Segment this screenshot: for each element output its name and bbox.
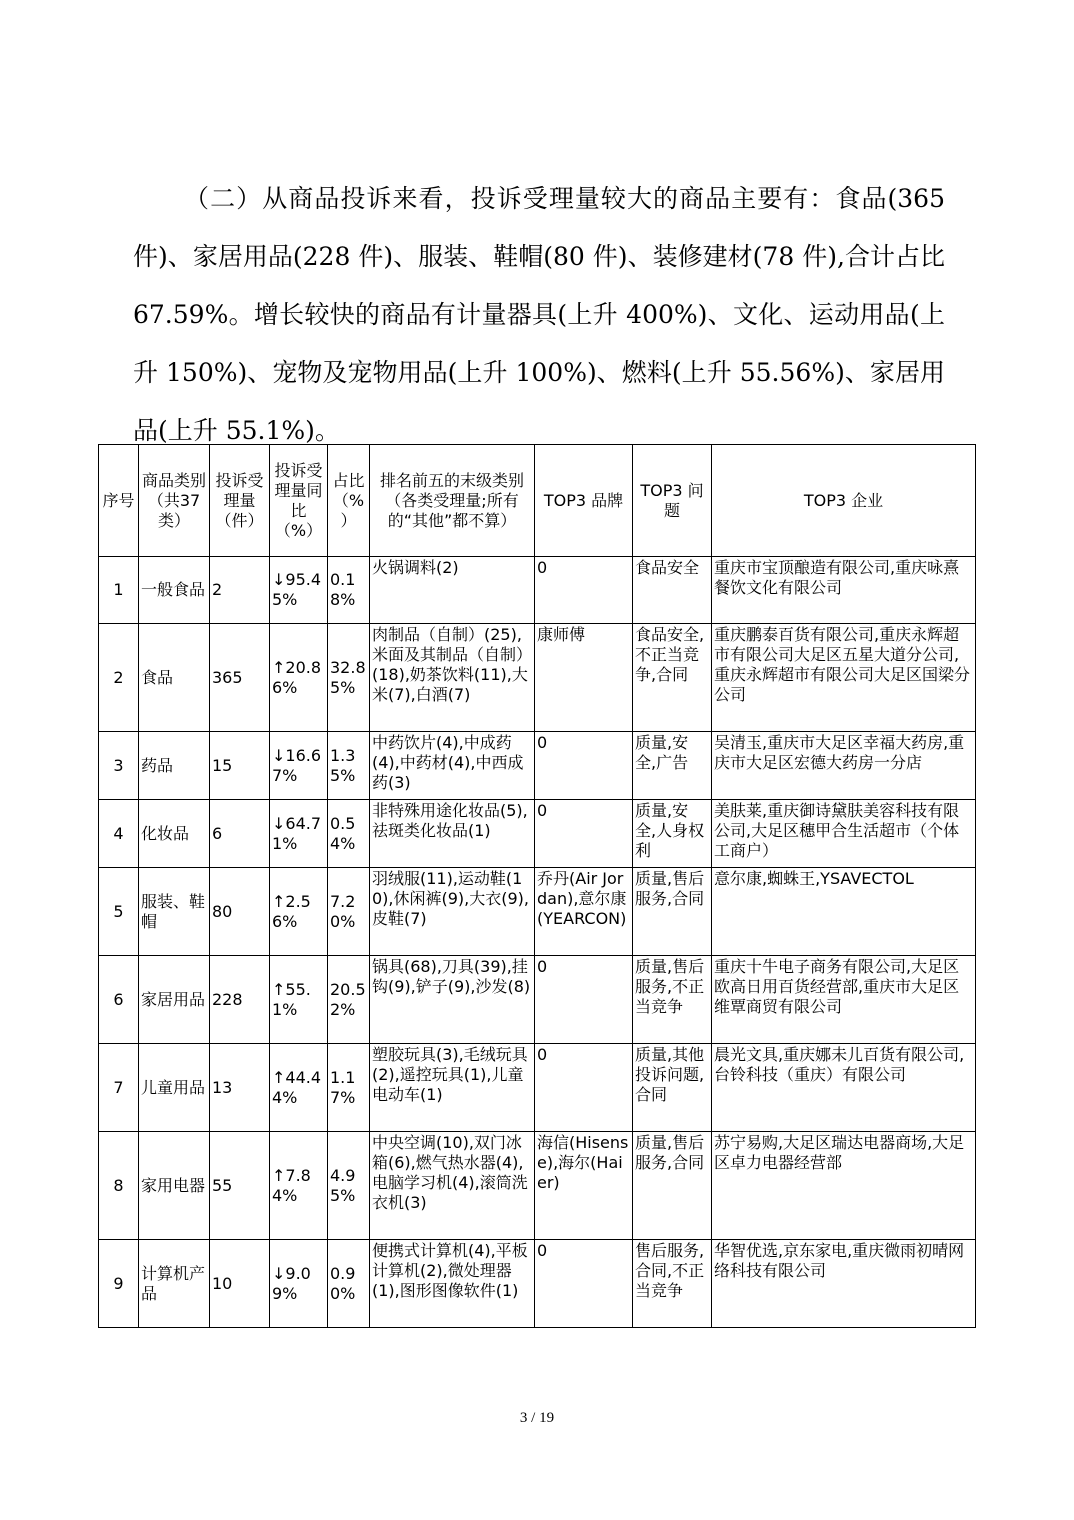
row-number: 8: [99, 1132, 139, 1240]
header-cell: 序号: [99, 445, 139, 557]
share-cell: 0.90%: [328, 1240, 370, 1328]
brands-cell: 0: [535, 1044, 633, 1132]
count-cell: 6: [210, 800, 270, 868]
count-cell: 55: [210, 1132, 270, 1240]
companies-cell: 重庆市宝顶酿造有限公司,重庆咏熹餐饮文化有限公司: [712, 557, 976, 624]
brands-cell: 0: [535, 732, 633, 800]
table-row: [99, 868, 976, 956]
top5-cell: 肉制品（自制）(25),米面及其制品（自制）(18),奶茶饮料(11),大米(7),白酒(7): [370, 624, 535, 732]
page-number: 3 / 19: [519, 1410, 555, 1426]
header-cell: TOP3 问题: [633, 445, 712, 557]
yoy-cell: ↑2.56%: [270, 868, 328, 956]
header-cell: TOP3 企业: [712, 445, 976, 557]
yoy-cell: ↓64.71%: [270, 800, 328, 868]
row-number: 7: [99, 1044, 139, 1132]
brands-cell: 乔丹(Air Jordan),意尔康(YEARCON): [535, 868, 633, 956]
share-cell: 0.54%: [328, 800, 370, 868]
count-cell: 15: [210, 732, 270, 800]
table-row: [99, 624, 976, 732]
top5-cell: 便携式计算机(4),平板计算机(2),微处理器(1),图形图像软件(1): [370, 1240, 535, 1328]
share-cell: 20.52%: [328, 956, 370, 1044]
category-cell: 家居用品: [139, 956, 210, 1044]
brands-cell: 0: [535, 1240, 633, 1328]
issues-cell: 质量,其他投诉问题,合同: [633, 1044, 712, 1132]
brands-cell: 0: [535, 557, 633, 624]
row-number: 6: [99, 956, 139, 1044]
table-header-row: [99, 445, 976, 557]
header-cell: 排名前五的末级类别（各类受理量;所有的“其他”都不算）: [370, 445, 535, 557]
yoy-cell: ↑7.84%: [270, 1132, 328, 1240]
count-cell: 2: [210, 557, 270, 624]
yoy-cell: ↑55.1%: [270, 956, 328, 1044]
count-cell: 13: [210, 1044, 270, 1132]
companies-cell: 重庆鹏泰百货有限公司,重庆永辉超市有限公司大足区五星大道分公司,重庆永辉超市有限公司大足区国梁分公司: [712, 624, 976, 732]
row-number: 3: [99, 732, 139, 800]
companies-cell: 华智优选,京东家电,重庆微雨初晴网络科技有限公司: [712, 1240, 976, 1328]
share-cell: 4.95%: [328, 1132, 370, 1240]
yoy-cell: ↓95.45%: [270, 557, 328, 624]
issues-cell: 售后服务,合同,不正当竞争: [633, 1240, 712, 1328]
companies-cell: 吴清玉,重庆市大足区幸福大药房,重庆市大足区宏德大药房一分店: [712, 732, 976, 800]
count-cell: 80: [210, 868, 270, 956]
count-cell: 10: [210, 1240, 270, 1328]
intro-paragraph: [133, 170, 945, 460]
yoy-cell: ↑20.86%: [270, 624, 328, 732]
table-row: [99, 800, 976, 868]
issues-cell: 食品安全,不正当竞争,合同: [633, 624, 712, 732]
top5-cell: 中药饮片(4),中成药(4),中药材(4),中西成药(3): [370, 732, 535, 800]
issues-cell: 食品安全: [633, 557, 712, 624]
yoy-cell: ↑44.44%: [270, 1044, 328, 1132]
header-cell: 投诉受理量同比（%）: [270, 445, 328, 557]
brands-cell: 康师傅: [535, 624, 633, 732]
share-cell: 0.18%: [328, 557, 370, 624]
share-cell: 1.17%: [328, 1044, 370, 1132]
row-number: 2: [99, 624, 139, 732]
category-cell: 化妆品: [139, 800, 210, 868]
companies-cell: 意尔康,蜘蛛王,YSAVECTOL: [712, 868, 976, 956]
companies-cell: 美肤莱,重庆御诗黛肤美容科技有限公司,大足区穗甲合生活超市（个体工商户）: [712, 800, 976, 868]
top5-cell: 火锅调料(2): [370, 557, 535, 624]
top5-cell: 锅具(68),刀具(39),挂钩(9),铲子(9),沙发(8): [370, 956, 535, 1044]
category-cell: 家用电器: [139, 1132, 210, 1240]
table-row: [99, 956, 976, 1044]
top5-cell: 中央空调(10),双门冰箱(6),燃气热水器(4),电脑学习机(4),滚筒洗衣机(3): [370, 1132, 535, 1240]
category-cell: 儿童用品: [139, 1044, 210, 1132]
table-row: [99, 1132, 976, 1240]
yoy-cell: ↓16.67%: [270, 732, 328, 800]
companies-cell: 晨光文具,重庆娜未儿百货有限公司,台铃科技（重庆）有限公司: [712, 1044, 976, 1132]
table-row: [99, 557, 976, 624]
issues-cell: 质量,售后服务,不正当竞争: [633, 956, 712, 1044]
category-cell: 计算机产品: [139, 1240, 210, 1328]
share-cell: 32.85%: [328, 624, 370, 732]
category-cell: 药品: [139, 732, 210, 800]
count-cell: 228: [210, 956, 270, 1044]
brands-cell: 海信(Hisense),海尔(Haier): [535, 1132, 633, 1240]
category-cell: 食品: [139, 624, 210, 732]
row-number: 4: [99, 800, 139, 868]
table-row: [99, 1044, 976, 1132]
header-cell: 投诉受理量（件）: [210, 445, 270, 557]
issues-cell: 质量,售后服务,合同: [633, 1132, 712, 1240]
paragraph-text: （二）从商品投诉来看，投诉受理量较大的商品主要有：食品(365 件)、家居用品(228 件)、服装、鞋帽(80 件)、装修建材(78 件),合计占比 67.59%。增长较快的商品有计量器具(上升 400%)、文化、运动用品(上升 150%)、宠物及宠物用品(上升 100%)、燃料(上升 55.56%)、家居用品(上升 55.1%)。: [133, 184, 945, 445]
header-cell: 占比（%）: [328, 445, 370, 557]
companies-cell: 苏宁易购,大足区瑞达电器商场,大足区卓力电器经营部: [712, 1132, 976, 1240]
brands-cell: 0: [535, 956, 633, 1044]
top5-cell: 羽绒服(11),运动鞋(10),休闲裤(9),大衣(9),皮鞋(7): [370, 868, 535, 956]
companies-cell: 重庆十牛电子商务有限公司,大足区欧高日用百货经营部,重庆市大足区维覃商贸有限公司: [712, 956, 976, 1044]
table-row: [99, 1240, 976, 1328]
share-cell: 1.35%: [328, 732, 370, 800]
complaints-table: [98, 444, 976, 1328]
header-cell: TOP3 品牌: [535, 445, 633, 557]
row-number: 1: [99, 557, 139, 624]
count-cell: 365: [210, 624, 270, 732]
share-cell: 7.20%: [328, 868, 370, 956]
top5-cell: 塑胶玩具(3),毛绒玩具(2),遥控玩具(1),儿童电动车(1): [370, 1044, 535, 1132]
yoy-cell: ↓9.09%: [270, 1240, 328, 1328]
row-number: 9: [99, 1240, 139, 1328]
category-cell: 一般食品: [139, 557, 210, 624]
issues-cell: 质量,售后服务,合同: [633, 868, 712, 956]
issues-cell: 质量,安全,广告: [633, 732, 712, 800]
table-row: [99, 732, 976, 800]
brands-cell: 0: [535, 800, 633, 868]
issues-cell: 质量,安全,人身权利: [633, 800, 712, 868]
category-cell: 服装、鞋帽: [139, 868, 210, 956]
header-cell: 商品类别（共37类）: [139, 445, 210, 557]
row-number: 5: [99, 868, 139, 956]
top5-cell: 非特殊用途化妆品(5),祛斑类化妆品(1): [370, 800, 535, 868]
